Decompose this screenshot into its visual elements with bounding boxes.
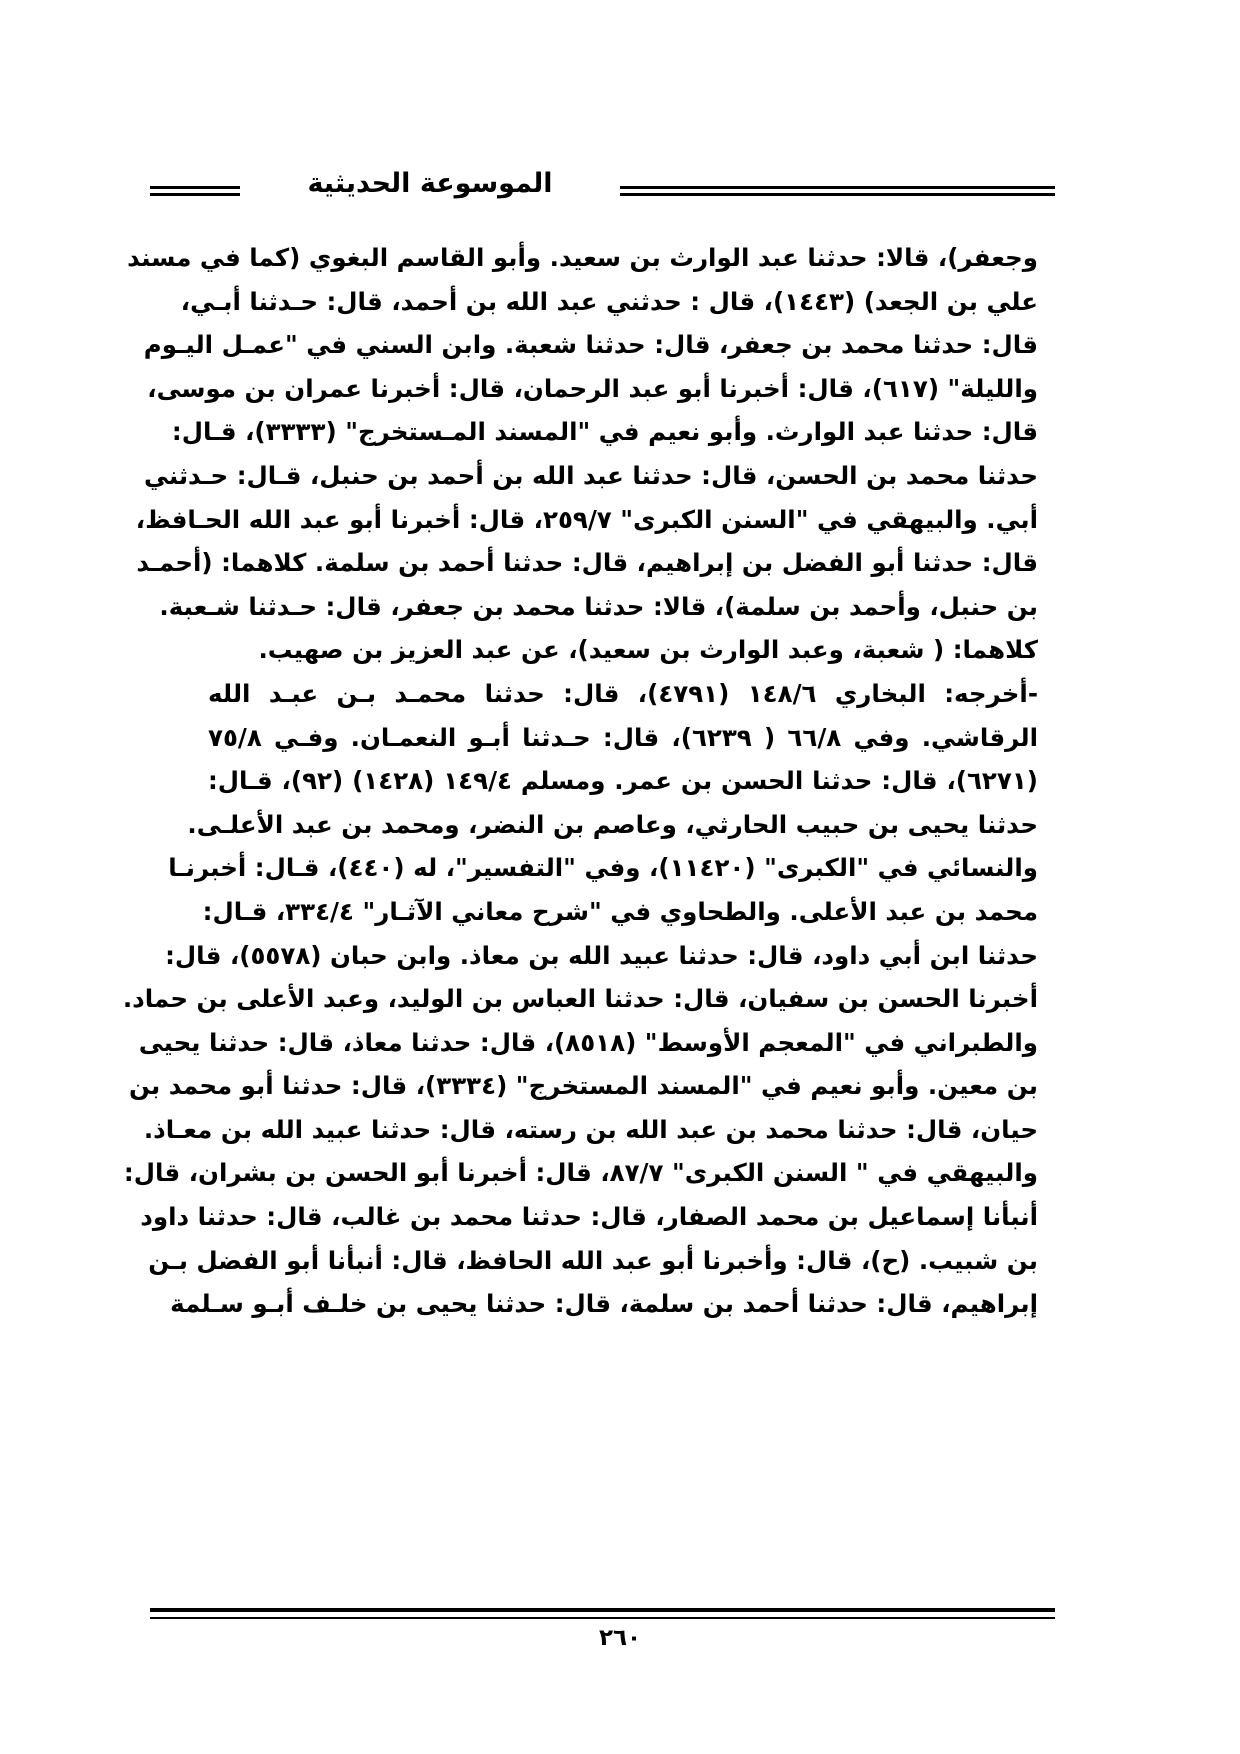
header-rule-right xyxy=(620,186,1055,196)
page-body xyxy=(122,236,1038,1326)
page-number: ٢٦٠ xyxy=(598,1625,642,1651)
text-line: قال: حدثنا أبو الفضل بن إبراهيم، قال: حدثنا أحمد بن سلمة. كلاهما: (أحمـد xyxy=(136,548,1038,578)
text-line: حدثنا يحيى بن حبيب الحارثي، وعاصم بن النضر، ومحمد بن عبد الأعلـى. xyxy=(187,809,1038,839)
text-line: وجعفر)، قالا: حدثنا عبد الوارث بن سعيد. وأبو القاسم البغوي (كما في مسند xyxy=(127,243,1038,272)
footer-rule xyxy=(150,1608,1055,1619)
text-line: حدثنا ابن أبي داود، قال: حدثنا عبيد الله بن معاذ. وابن حبان (٥٥٧٨)، قال: xyxy=(165,940,1038,970)
text-line: (٦٢٧١)، قال: حدثنا الحسن بن عمر. ومسلم ١٤٩/٤ (١٤٢٨) (٩٢)، قـال: xyxy=(208,766,1038,796)
page-header xyxy=(150,168,1055,206)
text-line: كلاهما: ( شعبة، وعبد الوارث بن سعيد)، عن عبد العزيز بن صهيب. xyxy=(258,635,1038,665)
header-title: الموسوعة الحديثية xyxy=(307,168,553,199)
text-line: والليلة" (٦١٧)، قال: أخبرنا أبو عبد الرحمان، قال: أخبرنا عمران بن موسى، xyxy=(147,373,1038,403)
text-line: قال: حدثنا محمد بن جعفر، قال: حدثنا شعبة. وابن السني في "عمـل اليـوم xyxy=(143,330,1038,360)
text-line: والنسائي في "الكبرى" (١١٤٢٠)، وفي "التفسير"، له (٤٤٠)، قـال: أخبرنـا xyxy=(168,853,1038,883)
text-line: إبراهيم، قال: حدثنا أحمد بن سلمة، قال: حدثنا يحيى بن خلـف أبـو سـلمة xyxy=(170,1289,1038,1319)
text-line: الرقاشي. وفي ٦٦/٨ ( ٦٢٣٩)، قال: حـدثنا أبـو النعمـان. وفـي ٧٥/٨ xyxy=(208,722,1038,752)
text-line: والطبراني في "المعجم الأوسط" (٨٥١٨)، قال: حدثنا معاذ، قال: حدثنا يحيى xyxy=(138,1027,1038,1057)
text-line: أنبأنا إسماعيل بن محمد الصفار، قال: حدثنا محمد بن غالب، قال: حدثنا داود xyxy=(140,1202,1038,1232)
text-line: بن شبيب. (ح)، قال: وأخبرنا أبو عبد الله الحافظ، قال: أنبأنا أبو الفضل بـن xyxy=(148,1245,1038,1275)
header-rule-left xyxy=(150,186,240,196)
text-line: حيان، قال: حدثنا محمد بن عبد الله بن رسته، قال: حدثنا عبيد الله بن معـاذ. xyxy=(143,1114,1038,1144)
text-line: أخبرنا الحسن بن سفيان، قال: حدثنا العباس بن الوليد، وعبد الأعلى بن حماد. xyxy=(122,984,1038,1014)
text-line: محمد بن عبد الأعلى. والطحاوي في "شرح معاني الآثـار" ٣٣٤/٤، قـال: xyxy=(202,896,1038,926)
text-line: بن معين. وأبو نعيم في "المسند المستخرج" (٣٣٣٤)، قال: حدثنا أبو محمد بن xyxy=(128,1071,1038,1101)
text-line: حدثنا محمد بن الحسن، قال: حدثنا عبد الله بن أحمد بن حنبل، قـال: حـدثني xyxy=(144,460,1038,490)
text-line: علي بن الجعد) (١٤٤٣)، قال : حدثني عبد الله بن أحمد، قال: حـدثنا أبـي، xyxy=(180,286,1038,316)
text-line: بن حنبل، وأحمد بن سلمة)، قالا: حدثنا محمد بن جعفر، قال: حـدثنا شـعبة. xyxy=(159,591,1038,621)
text-line: أبي. والبيهقي في "السنن الكبرى" ٢٥٩/٧، قال: أخبرنا أبو عبد الله الحـافظ، xyxy=(135,504,1038,534)
text-line: والبيهقي في " السنن الكبرى" ٨٧/٧، قال: أخبرنا أبو الحسن بن بشران، قال: xyxy=(123,1158,1038,1188)
text-line: قال: حدثنا عبد الوارث. وأبو نعيم في "المسند المـستخرج" (٣٣٣٣)، قـال: xyxy=(171,417,1038,447)
text-line: -أخرجه: البخاري ١٤٨/٦ (٤٧٩١)، قال: حدثنا محمـد بـن عبـد الله xyxy=(208,678,1038,708)
